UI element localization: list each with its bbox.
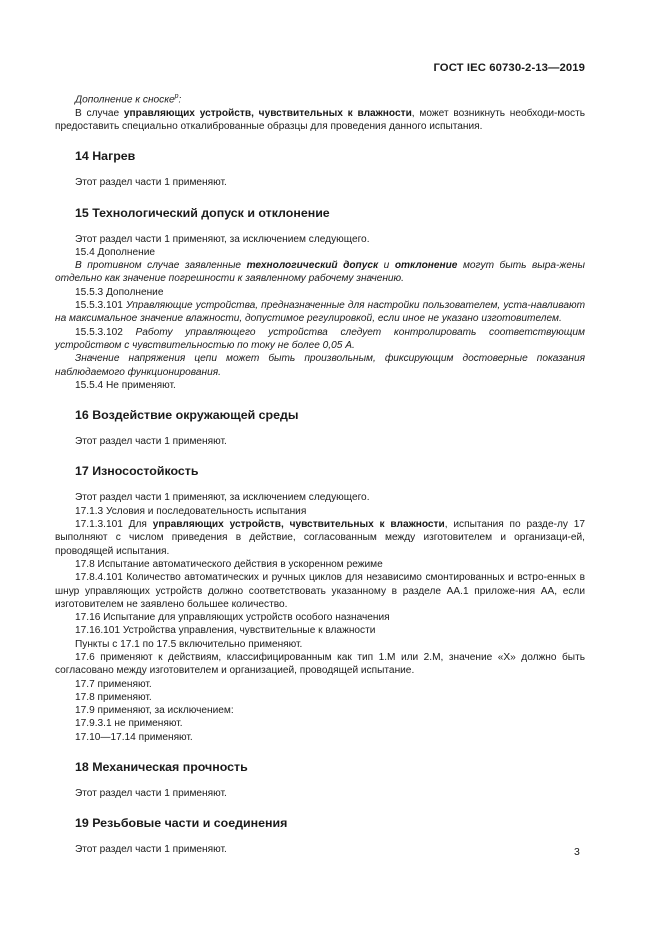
text-run: могут быть выра-жены отдельно как значение погрешности к заявленному рабочему значению. [55, 260, 585, 285]
section-16-text: Этот раздел части 1 применяют. [75, 436, 227, 448]
clause-17-7: 17.7 применяют. [75, 678, 152, 690]
section-19-heading: 19 Резьбовые части и соединения [75, 816, 288, 831]
clause-17-1-3-101 [55, 518, 585, 558]
clause-17-16: 17.16 Испытание для управляющих устройств особого назначения [75, 612, 390, 624]
clause-15-4-text [55, 259, 585, 286]
section-19-text: Этот раздел части 1 применяют. [75, 844, 227, 856]
clause-15-5-3-101 [55, 299, 585, 326]
page-content [55, 90, 585, 857]
section-15-heading: 15 Технологический допуск и отклонение [75, 205, 330, 220]
clause-number: 15.5.3.102 [75, 326, 136, 338]
clause-17-9: 17.9 применяют, за исключением: [75, 705, 234, 717]
term-bold: управляющих устройств, чувствительных к влажности [123, 107, 412, 119]
term-bold: управляющих устройств, чувствительных к влажности [152, 519, 445, 531]
text-run: В случае [75, 107, 124, 119]
text-run: В противном случае заявленные [75, 260, 247, 272]
clause-17-6: 17.6 применяют к действиям, классифицированным как тип 1.М или 2.М, значение «Х» должно быть согласовано между изготовителем и организацией, проводящей испытание. [55, 651, 585, 677]
section-14-heading: 14 Нагрев [75, 149, 136, 164]
clause-17-8-short: 17.8 применяют. [75, 691, 152, 703]
clause-17-9-3-1: 17.9.3.1 не применяют. [75, 718, 183, 730]
section-17-heading: 17 Износостойкость [75, 464, 199, 479]
term-bold: технологический допуск [246, 260, 379, 272]
section-17-text: Этот раздел части 1 применяют, за исключением следующего. [75, 492, 370, 504]
footnote-addition-label [55, 90, 585, 107]
clause-17-8-4-101: 17.8.4.101 Количество автоматических и ручных циклов для независимо смонтированных и встро-енных в шнур управляющих устройств должно соответствовать указанному в разделе АА.1 приложе-ния АА, если изготовителем не заявлено большее количество. [55, 572, 585, 610]
section-18-heading: 18 Механическая прочность [75, 760, 248, 775]
section-18-text: Этот раздел части 1 применяют. [75, 788, 227, 800]
clause-15-5-4: 15.5.4 Не применяют. [75, 379, 176, 391]
clause-number: 15.5.3.101 [75, 300, 126, 312]
clause-17-1-3: 17.1.3 Условия и последовательность испытания [75, 505, 307, 517]
clause-text: Работу управляющего устройства следует контролировать соответствующим устройством с чувствительностью по току не более 0,05 А. [55, 326, 585, 351]
clause-17-16-101-text: Пункты с 17.1 по 17.5 включительно применяют. [75, 638, 303, 650]
text-run: и [378, 260, 395, 272]
text-run: , испытания по разде-лу 17 выполняют с числом приведения в действие, согласованным между изготовителем и организаци-ей, проводящей испытания. [55, 519, 585, 557]
clause-15-4: 15.4 Дополнение [75, 246, 156, 258]
clause-15-5-3-102-note: Значение напряжения цепи может быть произвольным, фиксирующим достоверные показания наблюдаемого функционирования. [55, 353, 585, 378]
clause-17-16-101: 17.16.101 Устройства управления, чувствительные к влажности [75, 625, 376, 637]
term-bold: отклонение [394, 260, 458, 272]
document-code-header: ГОСТ IEC 60730-2-13—2019 [433, 62, 585, 74]
page-number: 3 [574, 846, 580, 858]
section-14-text: Этот раздел части 1 применяют. [75, 177, 227, 189]
clause-text: Управляющие устройства, предназначенные для настройки пользователем, уста-навливают на максимальное значение влажности, допустимое регулировкой, если иное не указано изготовителем. [55, 300, 586, 325]
footnote-ref: р [174, 93, 179, 100]
addition-label-text: Дополнение к сноске [75, 94, 175, 106]
text-run: 17.1.3.101 Для [75, 519, 153, 531]
section-15-text: Этот раздел части 1 применяют, за исключением следующего. [75, 233, 370, 245]
footnote-addition-text [55, 107, 585, 134]
clause-17-8: 17.8 Испытание автоматического действия в ускоренном режиме [75, 558, 383, 570]
clause-17-10-17-14: 17.10—17.14 применяют. [75, 731, 193, 743]
clause-15-5-3: 15.5.3 Дополнение [75, 286, 164, 298]
text-run: , может возникнуть необходи-мость предоставить специально откалиброванные образцы для проведения данного испытания. [55, 107, 585, 132]
clause-15-5-3-102 [55, 326, 585, 353]
addition-label-colon: : [178, 94, 182, 106]
section-16-heading: 16 Воздействие окружающей среды [75, 408, 299, 423]
